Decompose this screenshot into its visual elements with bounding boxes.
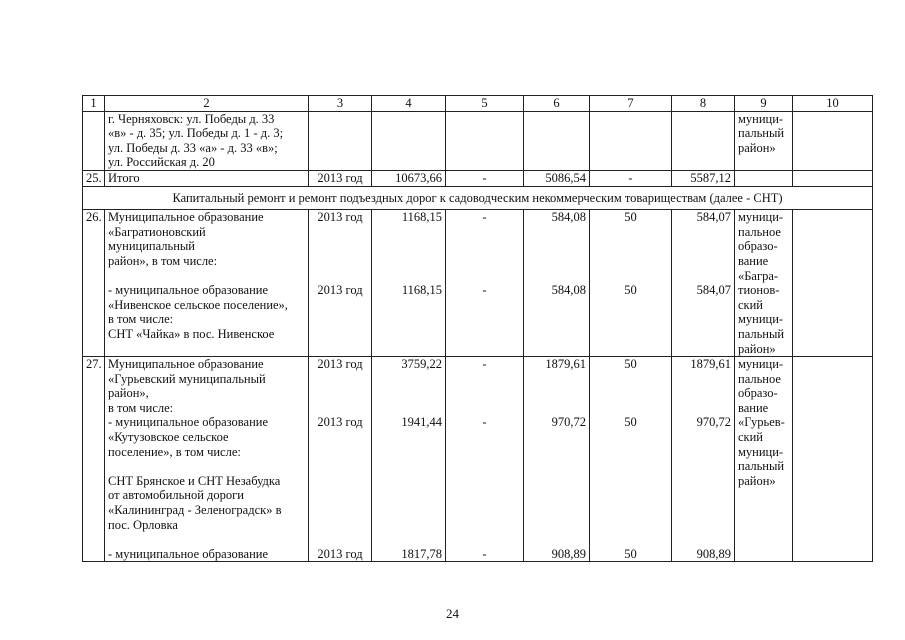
col8-cell: 584,07 584,07 [672,210,735,357]
col6-cell: 1879,61 970,72 908,89 [524,357,590,562]
table-row-25 [83,170,873,186]
year-cell: 2013 год [309,170,372,186]
organization-cell: муници- пальное образо- вание «Багра- тионов- ский муници- пальный район» [735,210,793,357]
header-cell-6: 6 [524,96,590,112]
year-cell: 2013 год 2013 год [309,210,372,357]
col10-cell [793,111,873,170]
total-cell: 1168,15 1168,15 [372,210,446,357]
table-row-26 [83,210,873,357]
col10-cell [793,357,873,562]
col7-cell [590,111,672,170]
col8-cell: 1879,61 970,72 908,89 [672,357,735,562]
col10-cell [793,210,873,357]
col7-cell: 50 50 50 [590,357,672,562]
section-row [83,186,873,210]
object-name: Итого [105,170,309,186]
total-cell [372,111,446,170]
header-cell-4: 4 [372,96,446,112]
table-row-27 [83,357,873,562]
total-cell: 10673,66 [372,170,446,186]
col7-cell: - [590,170,672,186]
header-cell-2: 2 [105,96,309,112]
col6-cell: 5086,54 [524,170,590,186]
organization-cell [735,170,793,186]
object-name: Муниципальное образование «Гурьевский муниципальный район», в том числе: - муниципальное образование «Кутузовское сельское поселение», в том числе: СНТ Брянское и СНТ Незабудка от автомобильной дороги «Калининград - Зеленоградск» в пос. Орловка - муниципальное образование [105,357,309,562]
header-cell-9: 9 [735,96,793,112]
col8-cell [672,111,735,170]
row-number: 25. [83,170,105,186]
year-cell: 2013 год 2013 год 2013 год [309,357,372,562]
table-row-continued [83,111,873,170]
col7-cell: 50 50 [590,210,672,357]
header-row [83,96,873,112]
header-cell-10: 10 [793,96,873,112]
header-cell-3: 3 [309,96,372,112]
col5-cell: - - [446,210,524,357]
header-cell-5: 5 [446,96,524,112]
row-number: 27. [83,357,105,562]
header-cell-1: 1 [83,96,105,112]
col6-cell: 584,08 584,08 [524,210,590,357]
object-name: г. Черняховск: ул. Победы д. 33 «в» - д. 35; ул. Победы д. 1 - д. 3; ул. Победы д. 33 «а» - д. 33 «в»; ул. Российская д. 20 [105,111,309,170]
year-cell [309,111,372,170]
budget-table [82,95,873,562]
object-name: Муниципальное образование «Багратионовский муниципальный район», в том числе: - муниципальное образование «Нивенское сельское поселение», в том числе: СНТ «Чайка» в пос. Нивенское [105,210,309,357]
header-cell-7: 7 [590,96,672,112]
col10-cell [793,170,873,186]
total-cell: 3759,22 1941,44 1817,78 [372,357,446,562]
row-number: 26. [83,210,105,357]
section-title: Капитальный ремонт и ремонт подъездных дорог к садоводческим некоммерческим товариществам (далее - СНТ) [83,186,873,210]
col5-cell [446,111,524,170]
page-number: 24 [446,606,459,621]
col6-cell [524,111,590,170]
col8-cell: 5587,12 [672,170,735,186]
col5-cell: - - - [446,357,524,562]
organization-cell: муници- пальное образо- вание «Гурьев- ский муници- пальный район» [735,357,793,562]
row-number [83,111,105,170]
organization-cell: муници- пальный район» [735,111,793,170]
header-cell-8: 8 [672,96,735,112]
col5-cell: - [446,170,524,186]
